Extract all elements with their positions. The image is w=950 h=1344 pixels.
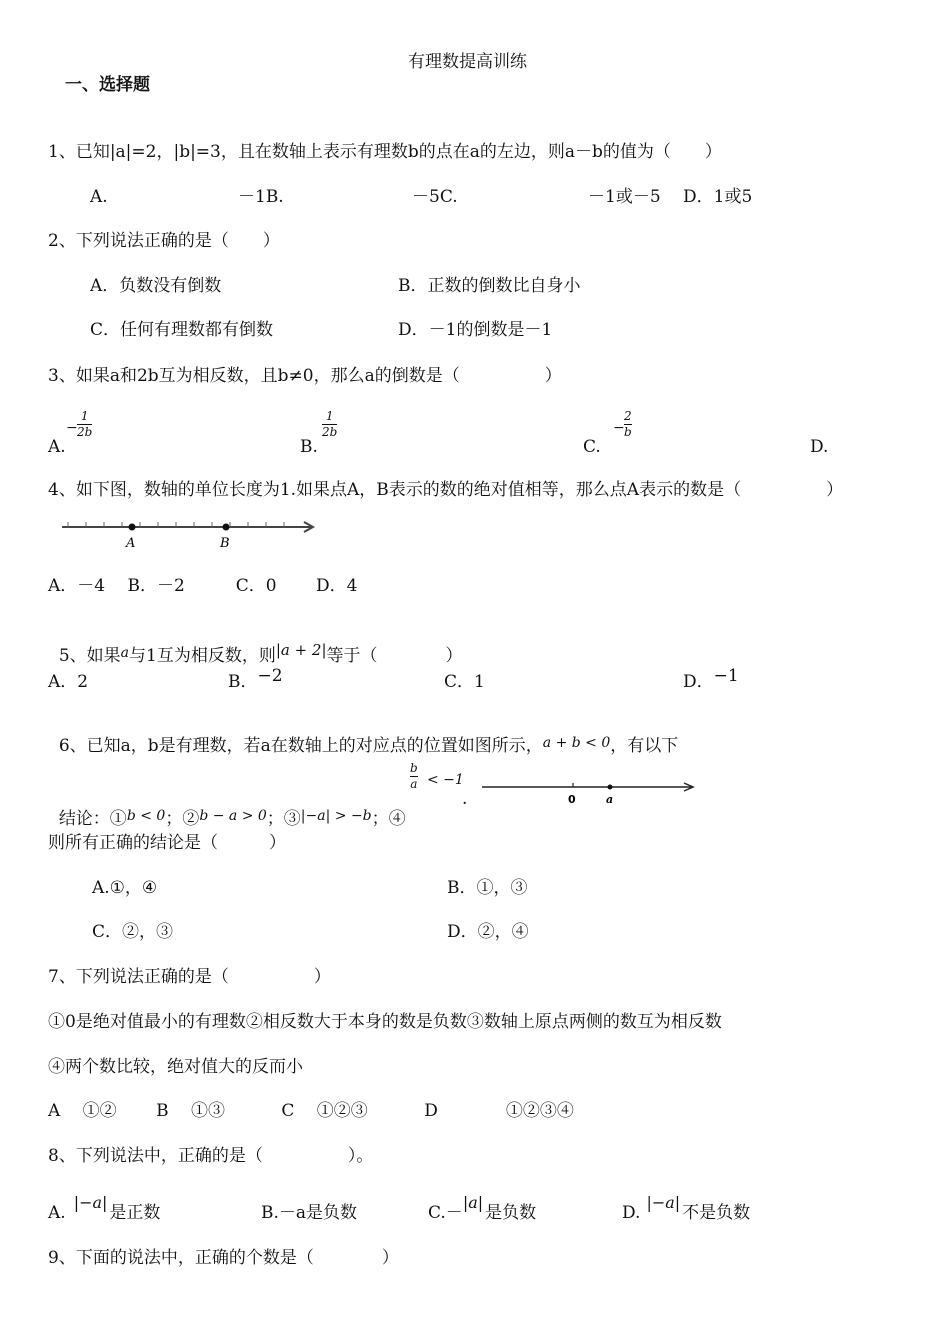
q8-option-c — [428, 1193, 537, 1223]
q3-option-a-fraction — [77, 410, 92, 439]
q8-d-text: 不是负数 — [682, 1203, 751, 1223]
q5-stem-post: 等于（ ） — [326, 646, 463, 666]
q3-a-numerator: 1 — [80, 409, 89, 423]
q3-a-denominator: 2b — [77, 425, 93, 439]
q2-option-d: D．－1的倒数是－1 — [398, 320, 553, 340]
q6-sep-2: ；② — [165, 809, 200, 829]
q5-option-c: C．1 — [444, 672, 485, 692]
q1-option-c-value: －1或－5 — [588, 187, 661, 207]
q4-options: A．－4 B．－2 C．0 D．4 — [48, 576, 358, 596]
origin-label: 0 — [568, 793, 576, 806]
q5-option-b-label: B． — [228, 672, 258, 692]
question-3-stem: 3、如果a和2b互为相反数，且b≠0，那么a的倒数是（ ） — [48, 366, 562, 386]
q6-c4-denominator: a — [410, 777, 418, 791]
question-5-stem — [48, 626, 463, 667]
q3-option-a-label: A. — [48, 437, 66, 457]
q6-period: . — [462, 789, 468, 809]
question-1-stem: 1、已知|a|=2，|b|=3，且在数轴上表示有理数b的点在a的左边，则a－b的值为（ ） — [48, 142, 722, 162]
q5-stem-mid: 与1互为相反数，则 — [129, 646, 276, 666]
section-heading: 一、选择题 — [65, 75, 150, 95]
q5-option-d — [683, 666, 739, 692]
q5-option-b — [228, 666, 283, 692]
q8-a-text: 是正数 — [109, 1203, 161, 1223]
q5-var: a — [120, 645, 129, 661]
q6-option-d: D．②，④ — [447, 922, 529, 942]
question-9-stem: 9、下面的说法中，正确的个数是（ ） — [48, 1248, 399, 1268]
q7-statement-line-2: ④两个数比较，绝对值大的反而小 — [48, 1057, 303, 1077]
q8-d-label: D. — [622, 1203, 641, 1223]
q8-a-label: A. — [48, 1203, 66, 1223]
page-title: 有理数提高训练 — [408, 52, 527, 72]
q6-option-b: B．①，③ — [447, 878, 528, 898]
q3-c-numerator: 2 — [624, 409, 632, 423]
q6-conclusion-3: |−a| > −b — [300, 808, 372, 824]
q3-option-c-sign: − — [613, 420, 625, 436]
question-7-stem: 7、下列说法正确的是（ ） — [48, 967, 331, 987]
q3-b-denominator: 2b — [322, 425, 338, 439]
q4-number-line — [60, 516, 320, 552]
q6-conclusion-4-fraction — [410, 762, 418, 791]
point-a-dot — [129, 524, 136, 531]
q8-d-abs: |−a| — [646, 1193, 681, 1212]
q8-option-b: B.－a是负数 — [261, 1203, 358, 1223]
q6-number-line — [480, 778, 700, 808]
question-4-stem: 4、如下图，数轴的单位长度为1.如果点A，B表示的数的绝对值相等，那么点A表示的数是（ ） — [48, 480, 844, 500]
point-a-dot — [608, 785, 613, 790]
q8-option-a — [48, 1193, 161, 1223]
q8-c-text: 是负数 — [485, 1203, 537, 1223]
q6-stem: 6、已知a，b是有理数，若a在数轴上的对应点的位置如图所示， — [58, 736, 543, 756]
q6-conclusion-1: b < 0 — [126, 808, 166, 824]
q2-option-b: B．正数的倒数比自身小 — [398, 276, 581, 296]
q3-option-c-fraction — [624, 410, 632, 439]
q5-option-d-value: −1 — [713, 666, 739, 686]
q3-option-b-fraction — [322, 410, 337, 439]
q6-option-c: C．②，③ — [92, 922, 174, 942]
question-2-stem: 2、下列说法正确的是（ ） — [48, 231, 280, 251]
q5-option-b-value: −2 — [257, 666, 283, 686]
q6-ask: 则所有正确的结论是（ ） — [48, 833, 286, 853]
q6-sep-4: ；④ — [371, 809, 406, 829]
q6-sep-3: ；③ — [266, 809, 301, 829]
point-b-dot — [223, 524, 230, 531]
q5-abs-expression: |a + 2| — [275, 641, 327, 659]
q2-option-c: C．任何有理数都有倒数 — [90, 320, 274, 340]
question-6-stem — [48, 716, 678, 757]
q3-option-d-label: D. — [810, 437, 829, 457]
q8-option-d — [622, 1193, 751, 1223]
q6-conclusions — [48, 789, 406, 830]
q1-option-d: D．1或5 — [683, 187, 753, 207]
q3-option-b-label: B. — [300, 437, 318, 457]
q5-option-a: A．2 — [48, 672, 89, 692]
q6-condition: a + b < 0 — [542, 735, 611, 751]
q6-c4-numerator: b — [410, 761, 418, 775]
q6-option-a: A.①，④ — [92, 878, 158, 898]
point-b-label: B — [220, 536, 230, 551]
q8-a-abs: |−a| — [73, 1193, 108, 1212]
q6-conclusion-4-relation: < −1 — [427, 772, 464, 788]
q6-stem-post: ，有以下 — [610, 736, 679, 756]
q1-option-b: －1B. — [238, 187, 284, 207]
q2-option-a: A．负数没有倒数 — [90, 276, 222, 296]
point-a-label: a — [606, 793, 614, 806]
question-8-stem: 8、下列说法中，正确的是（ ）。 — [48, 1146, 374, 1166]
q3-option-a-sign: − — [66, 420, 78, 436]
q8-c-abs: |a| — [462, 1193, 484, 1212]
q5-option-d-label: D． — [683, 672, 714, 692]
q3-option-c-label: C. — [583, 437, 601, 457]
q6-conclusion-2: b − a > 0 — [199, 808, 267, 824]
q3-c-denominator: b — [624, 425, 632, 439]
q7-options: A ①② B ①③ C ①②③ D ①②③④ — [48, 1101, 574, 1121]
q3-b-numerator: 1 — [325, 409, 334, 423]
q7-statement-line-1: ①0是绝对值最小的有理数②相反数大于本身的数是负数③数轴上原点两侧的数互为相反数 — [48, 1012, 722, 1032]
q6-conc-label: 结论：① — [58, 809, 127, 829]
q1-option-a: A. — [90, 187, 108, 207]
q1-option-c: －5C. — [412, 187, 458, 207]
q5-stem-pre: 5、如果 — [58, 646, 121, 666]
point-a-label: A — [126, 536, 136, 551]
q8-c-label: C.－ — [428, 1203, 463, 1223]
